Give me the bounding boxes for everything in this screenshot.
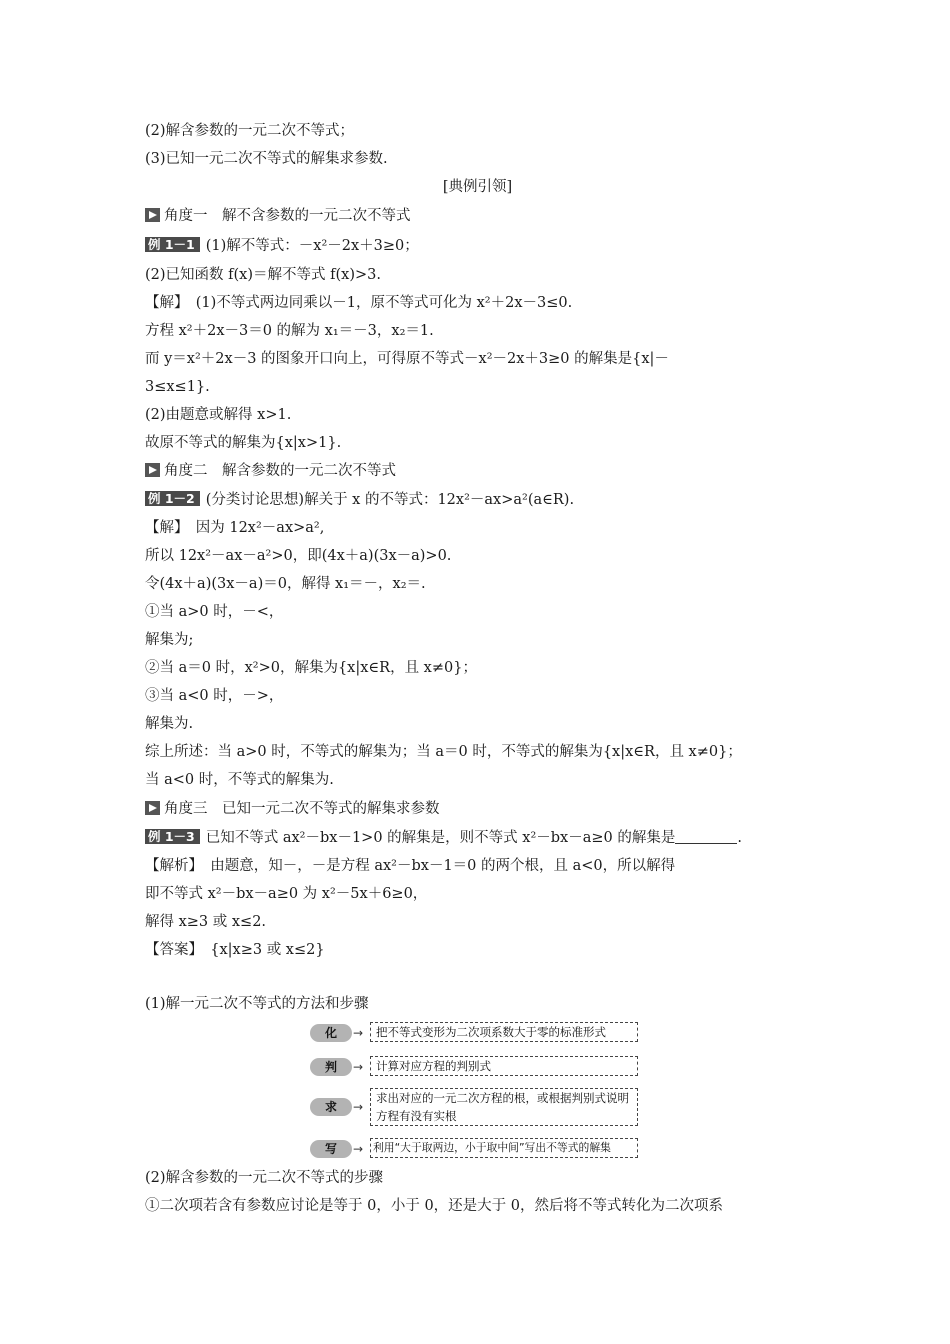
answer-line: 【答案】 {x|x≥3 或 x≤2} [145,942,325,958]
flow-step-text: 求出对应的一元二次方程的根，或根据判别式说明方程有没有实根 [370,1088,638,1126]
text-line: (1)解一元二次不等式的方法和步骤 [145,996,369,1012]
arrow-right-icon: → [353,1142,364,1156]
flow-step-key: 判 [310,1058,352,1076]
section-heading: [典例引领] [442,179,513,195]
example-line: 例 1－1 (1)解不等式：－x²－2x＋3≥0； [145,236,810,256]
text-line: ②当 a＝0 时，x²>0，解集为{x|x∈R，且 x≠0}； [145,660,477,676]
text-line: 解集为. [145,716,194,732]
method-flow-diagram [310,1018,650,1160]
text-line: 所以 12x²－ax－a²>0，即(4x＋a)(3x－a)>0. [145,548,452,564]
text-line: 【解析】 由题意，知－，－是方程 ax²－bx－1＝0 的两个根，且 a<0，所以解得 [145,858,676,874]
angle-heading-3: 角度三 已知一元二次不等式的解集求参数 [145,799,810,819]
text-line: 【解】 因为 12x²－ax>a², [145,520,325,536]
play-triangle-icon [145,801,160,815]
text-line: 令(4x＋a)(3x－a)＝0，解得 x₁＝－，x₂＝. [145,576,426,592]
flow-step-key: 化 [310,1024,352,1042]
flow-step-key: 求 [310,1098,352,1116]
flow-step-text: 把不等式变形为二次项系数大于零的标准形式 [370,1022,638,1042]
arrow-right-icon: → [353,1100,364,1114]
text-line: ③当 a<0 时，－>， [145,688,284,704]
play-triangle-icon [145,463,160,477]
angle-heading-1: 角度一 解不含参数的一元二次不等式 [145,206,810,226]
play-triangle-icon [145,208,160,222]
text-line: 综上所述：当 a>0 时，不等式的解集为；当 a＝0 时，不等式的解集为{x|x∈R，且 x≠0}； [145,744,742,760]
flow-step-text: 利用“大于取两边，小于取中间”写出不等式的解集 [370,1138,638,1158]
text-line: 【解】 (1)不等式两边同乘以－1，原不等式可化为 x²＋2x－3≤0. [145,295,573,311]
text-line: ①当 a>0 时，－<， [145,604,284,620]
arrow-right-icon: → [353,1026,364,1040]
example-line: 例 1－2 (分类讨论思想)解关于 x 的不等式：12x²－ax>a²(a∈R). [145,490,810,510]
text-line: 当 a<0 时，不等式的解集为. [145,772,334,788]
text-line: (2)解含参数的一元二次不等式的步骤 [145,1170,384,1186]
text-line: ①二次项若含有参数应讨论是等于 0，小于 0，还是大于 0，然后将不等式转化为二次项系 [145,1198,723,1214]
example-tag: 例 1－1 [145,237,200,252]
angle-heading-2: 角度二 解含参数的一元二次不等式 [145,461,810,481]
flow-step-text: 计算对应方程的判别式 [370,1056,638,1076]
text-line: 3≤x≤1}. [145,379,210,395]
answer-blank [675,829,737,844]
text-line: 解得 x≥3 或 x≤2. [145,914,267,930]
text-line: 解集为; [145,632,194,648]
flow-step-key: 写 [310,1140,352,1158]
text-line: 而 y＝x²＋2x－3 的图象开口向上，可得原不等式－x²－2x＋3≥0 的解集是{x|－ [145,351,669,367]
example-line: 例 1－3 已知不等式 ax²－bx－1>0 的解集是，则不等式 x²－bx－a≥0 的解集是 . [145,828,810,848]
arrow-right-icon: → [353,1060,364,1074]
text-line: 方程 x²＋2x－3＝0 的解为 x₁＝－3，x₂＝1. [145,323,434,339]
example-tag: 例 1－3 [145,829,200,844]
text-line: (2)由题意或解得 x>1. [145,407,292,423]
example-tag: 例 1－2 [145,491,200,506]
text-line: 即不等式 x²－bx－a≥0 为 x²－5x＋6≥0， [145,886,428,902]
text-line: (2)已知函数 f(x)＝解不等式 f(x)>3. [145,267,381,283]
text-line: (3)已知一元二次不等式的解集求参数. [145,151,388,167]
text-line: (2)解含参数的一元二次不等式； [145,123,355,139]
text-line: 故原不等式的解集为{x|x>1}. [145,435,342,451]
